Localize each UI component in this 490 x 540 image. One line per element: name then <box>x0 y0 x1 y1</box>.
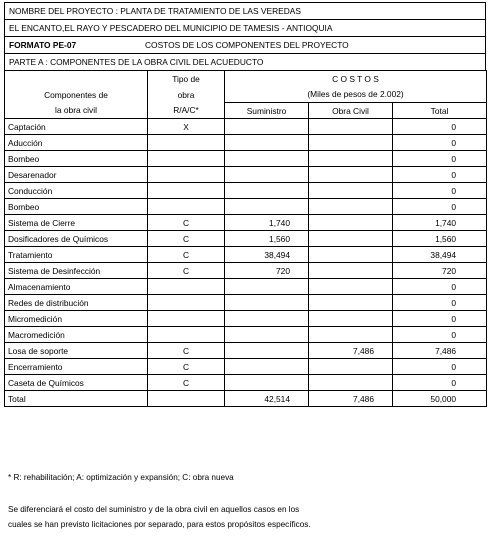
type-cell: C <box>148 231 225 247</box>
total-cell: 0 <box>393 167 487 183</box>
component-cell: Caseta de Químicos <box>5 375 148 391</box>
supply-cell: 38,494 <box>225 247 309 263</box>
total-cell: 1,740 <box>393 215 487 231</box>
supply-cell <box>225 359 309 375</box>
total-cell: 0 <box>393 199 487 215</box>
cost-sheet <box>4 2 486 407</box>
notes-block <box>8 470 478 532</box>
project-name-line: NOMBRE DEL PROYECTO : PLANTA DE TRATAMIENTO DE LAS VEREDAS <box>4 2 486 19</box>
total-cell: 38,494 <box>393 247 487 263</box>
component-cell: Macromedición <box>5 327 148 343</box>
total-cell: 0 <box>393 151 487 167</box>
table-row <box>5 199 487 215</box>
civil-cell: 7,486 <box>309 343 393 359</box>
component-cell: Encerramiento <box>5 359 148 375</box>
header-type-line-2: obra <box>148 87 225 103</box>
supply-cell <box>225 199 309 215</box>
total-cell: 50,000 <box>393 391 487 407</box>
format-title: COSTOS DE LOS COMPONENTES DEL PROYECTO <box>145 40 349 50</box>
table-row <box>5 295 487 311</box>
table-row <box>5 263 487 279</box>
supply-cell: 1,560 <box>225 231 309 247</box>
supply-cell <box>225 279 309 295</box>
total-cell: 0 <box>393 375 487 391</box>
total-cell: 0 <box>393 135 487 151</box>
location-line: EL ENCANTO,EL RAYO Y PESCADERO DEL MUNICIPIO DE TAMESIS - ANTIOQUIA <box>4 19 486 36</box>
total-row <box>5 391 487 407</box>
civil-cell: 7,486 <box>309 391 393 407</box>
civil-cell <box>309 247 393 263</box>
component-cell: Sistema de Desinfección <box>5 263 148 279</box>
table-row <box>5 215 487 231</box>
type-cell <box>148 391 225 407</box>
header-type-line-1: Tipo de <box>148 71 225 87</box>
component-cell: Desarenador <box>5 167 148 183</box>
table-row <box>5 231 487 247</box>
type-cell: C <box>148 215 225 231</box>
table-header-row-1 <box>5 71 487 87</box>
supply-cell <box>225 343 309 359</box>
supply-cell <box>225 151 309 167</box>
component-cell: Captación <box>5 119 148 135</box>
type-cell: C <box>148 263 225 279</box>
table-row <box>5 151 487 167</box>
civil-cell <box>309 295 393 311</box>
type-cell <box>148 135 225 151</box>
supply-cell <box>225 135 309 151</box>
table-row <box>5 247 487 263</box>
type-cell <box>148 199 225 215</box>
total-cell: 0 <box>393 311 487 327</box>
component-cell: Redes de distribución <box>5 295 148 311</box>
type-cell: X <box>148 119 225 135</box>
header-costs-subtitle: (Miles de pesos de 2.002) <box>225 87 487 103</box>
format-code: FORMATO PE-07 <box>9 40 77 50</box>
civil-cell <box>309 215 393 231</box>
table-header-row-3 <box>5 103 487 119</box>
civil-cell <box>309 183 393 199</box>
table-row <box>5 279 487 295</box>
header-component-line-2: la obra civil <box>5 103 148 119</box>
table-row <box>5 327 487 343</box>
total-cell: 1,560 <box>393 231 487 247</box>
civil-cell <box>309 135 393 151</box>
civil-cell <box>309 359 393 375</box>
format-line <box>4 36 486 53</box>
table-row <box>5 311 487 327</box>
type-cell <box>148 311 225 327</box>
civil-cell <box>309 151 393 167</box>
total-cell: 0 <box>393 119 487 135</box>
civil-cell <box>309 311 393 327</box>
supply-cell: 720 <box>225 263 309 279</box>
civil-cell <box>309 167 393 183</box>
component-cell: Aducción <box>5 135 148 151</box>
type-cell: C <box>148 247 225 263</box>
total-cell: 0 <box>393 295 487 311</box>
supply-cell <box>225 327 309 343</box>
table-row <box>5 167 487 183</box>
type-cell <box>148 151 225 167</box>
total-cell: 0 <box>393 279 487 295</box>
table-row <box>5 183 487 199</box>
part-line: PARTE A : COMPONENTES DE LA OBRA CIVIL DEL ACUEDUCTO <box>4 53 486 70</box>
note-paragraph-line-1: Se diferenciará el costo del suministro y de la obra civil en aquellos casos en los <box>8 505 300 514</box>
total-cell: 7,486 <box>393 343 487 359</box>
table-row <box>5 343 487 359</box>
header-costs-title: C O S T O S <box>225 71 487 87</box>
civil-cell <box>309 263 393 279</box>
header-component-blank <box>5 71 148 87</box>
component-cell: Tratamiento <box>5 247 148 263</box>
type-cell <box>148 167 225 183</box>
component-cell: Micromedición <box>5 311 148 327</box>
supply-cell <box>225 119 309 135</box>
type-cell: C <box>148 343 225 359</box>
table-row <box>5 359 487 375</box>
header-civil: Obra Civil <box>309 103 393 119</box>
type-cell: C <box>148 375 225 391</box>
supply-cell <box>225 167 309 183</box>
component-cell: Losa de soporte <box>5 343 148 359</box>
total-cell: 720 <box>393 263 487 279</box>
civil-cell <box>309 199 393 215</box>
type-cell <box>148 295 225 311</box>
table-row <box>5 375 487 391</box>
supply-cell: 1,740 <box>225 215 309 231</box>
component-cell: Dosificadores de Químicos <box>5 231 148 247</box>
table-row <box>5 119 487 135</box>
type-cell: C <box>148 359 225 375</box>
note-paragraph-line-2: cuales se han previsto licitaciones por separado, para estos propósitos específicos. <box>8 520 311 529</box>
component-cell: Total <box>5 391 148 407</box>
header-total: Total <box>393 103 487 119</box>
civil-cell <box>309 119 393 135</box>
supply-cell <box>225 183 309 199</box>
header-component-line-1: Componentes de <box>5 87 148 103</box>
civil-cell <box>309 327 393 343</box>
cost-table-body <box>5 71 487 407</box>
header-type-line-3: R/A/C* <box>148 103 225 119</box>
total-cell: 0 <box>393 327 487 343</box>
type-cell <box>148 279 225 295</box>
type-cell <box>148 183 225 199</box>
civil-cell <box>309 279 393 295</box>
total-cell: 0 <box>393 359 487 375</box>
table-row <box>5 135 487 151</box>
component-cell: Sistema de Cierre <box>5 215 148 231</box>
type-legend: * R: rehabilitación; A: optimización y expansión; C: obra nueva <box>8 473 234 482</box>
component-cell: Bombeo <box>5 151 148 167</box>
supply-cell <box>225 295 309 311</box>
table-header-row-2 <box>5 87 487 103</box>
supply-cell <box>225 375 309 391</box>
component-cell: Bombeo <box>5 199 148 215</box>
civil-cell <box>309 375 393 391</box>
type-cell <box>148 327 225 343</box>
supply-cell <box>225 311 309 327</box>
total-cell: 0 <box>393 183 487 199</box>
cost-table <box>4 70 487 407</box>
component-cell: Almacenamiento <box>5 279 148 295</box>
civil-cell <box>309 231 393 247</box>
header-supply: Suministro <box>225 103 309 119</box>
component-cell: Conducción <box>5 183 148 199</box>
supply-cell: 42,514 <box>225 391 309 407</box>
